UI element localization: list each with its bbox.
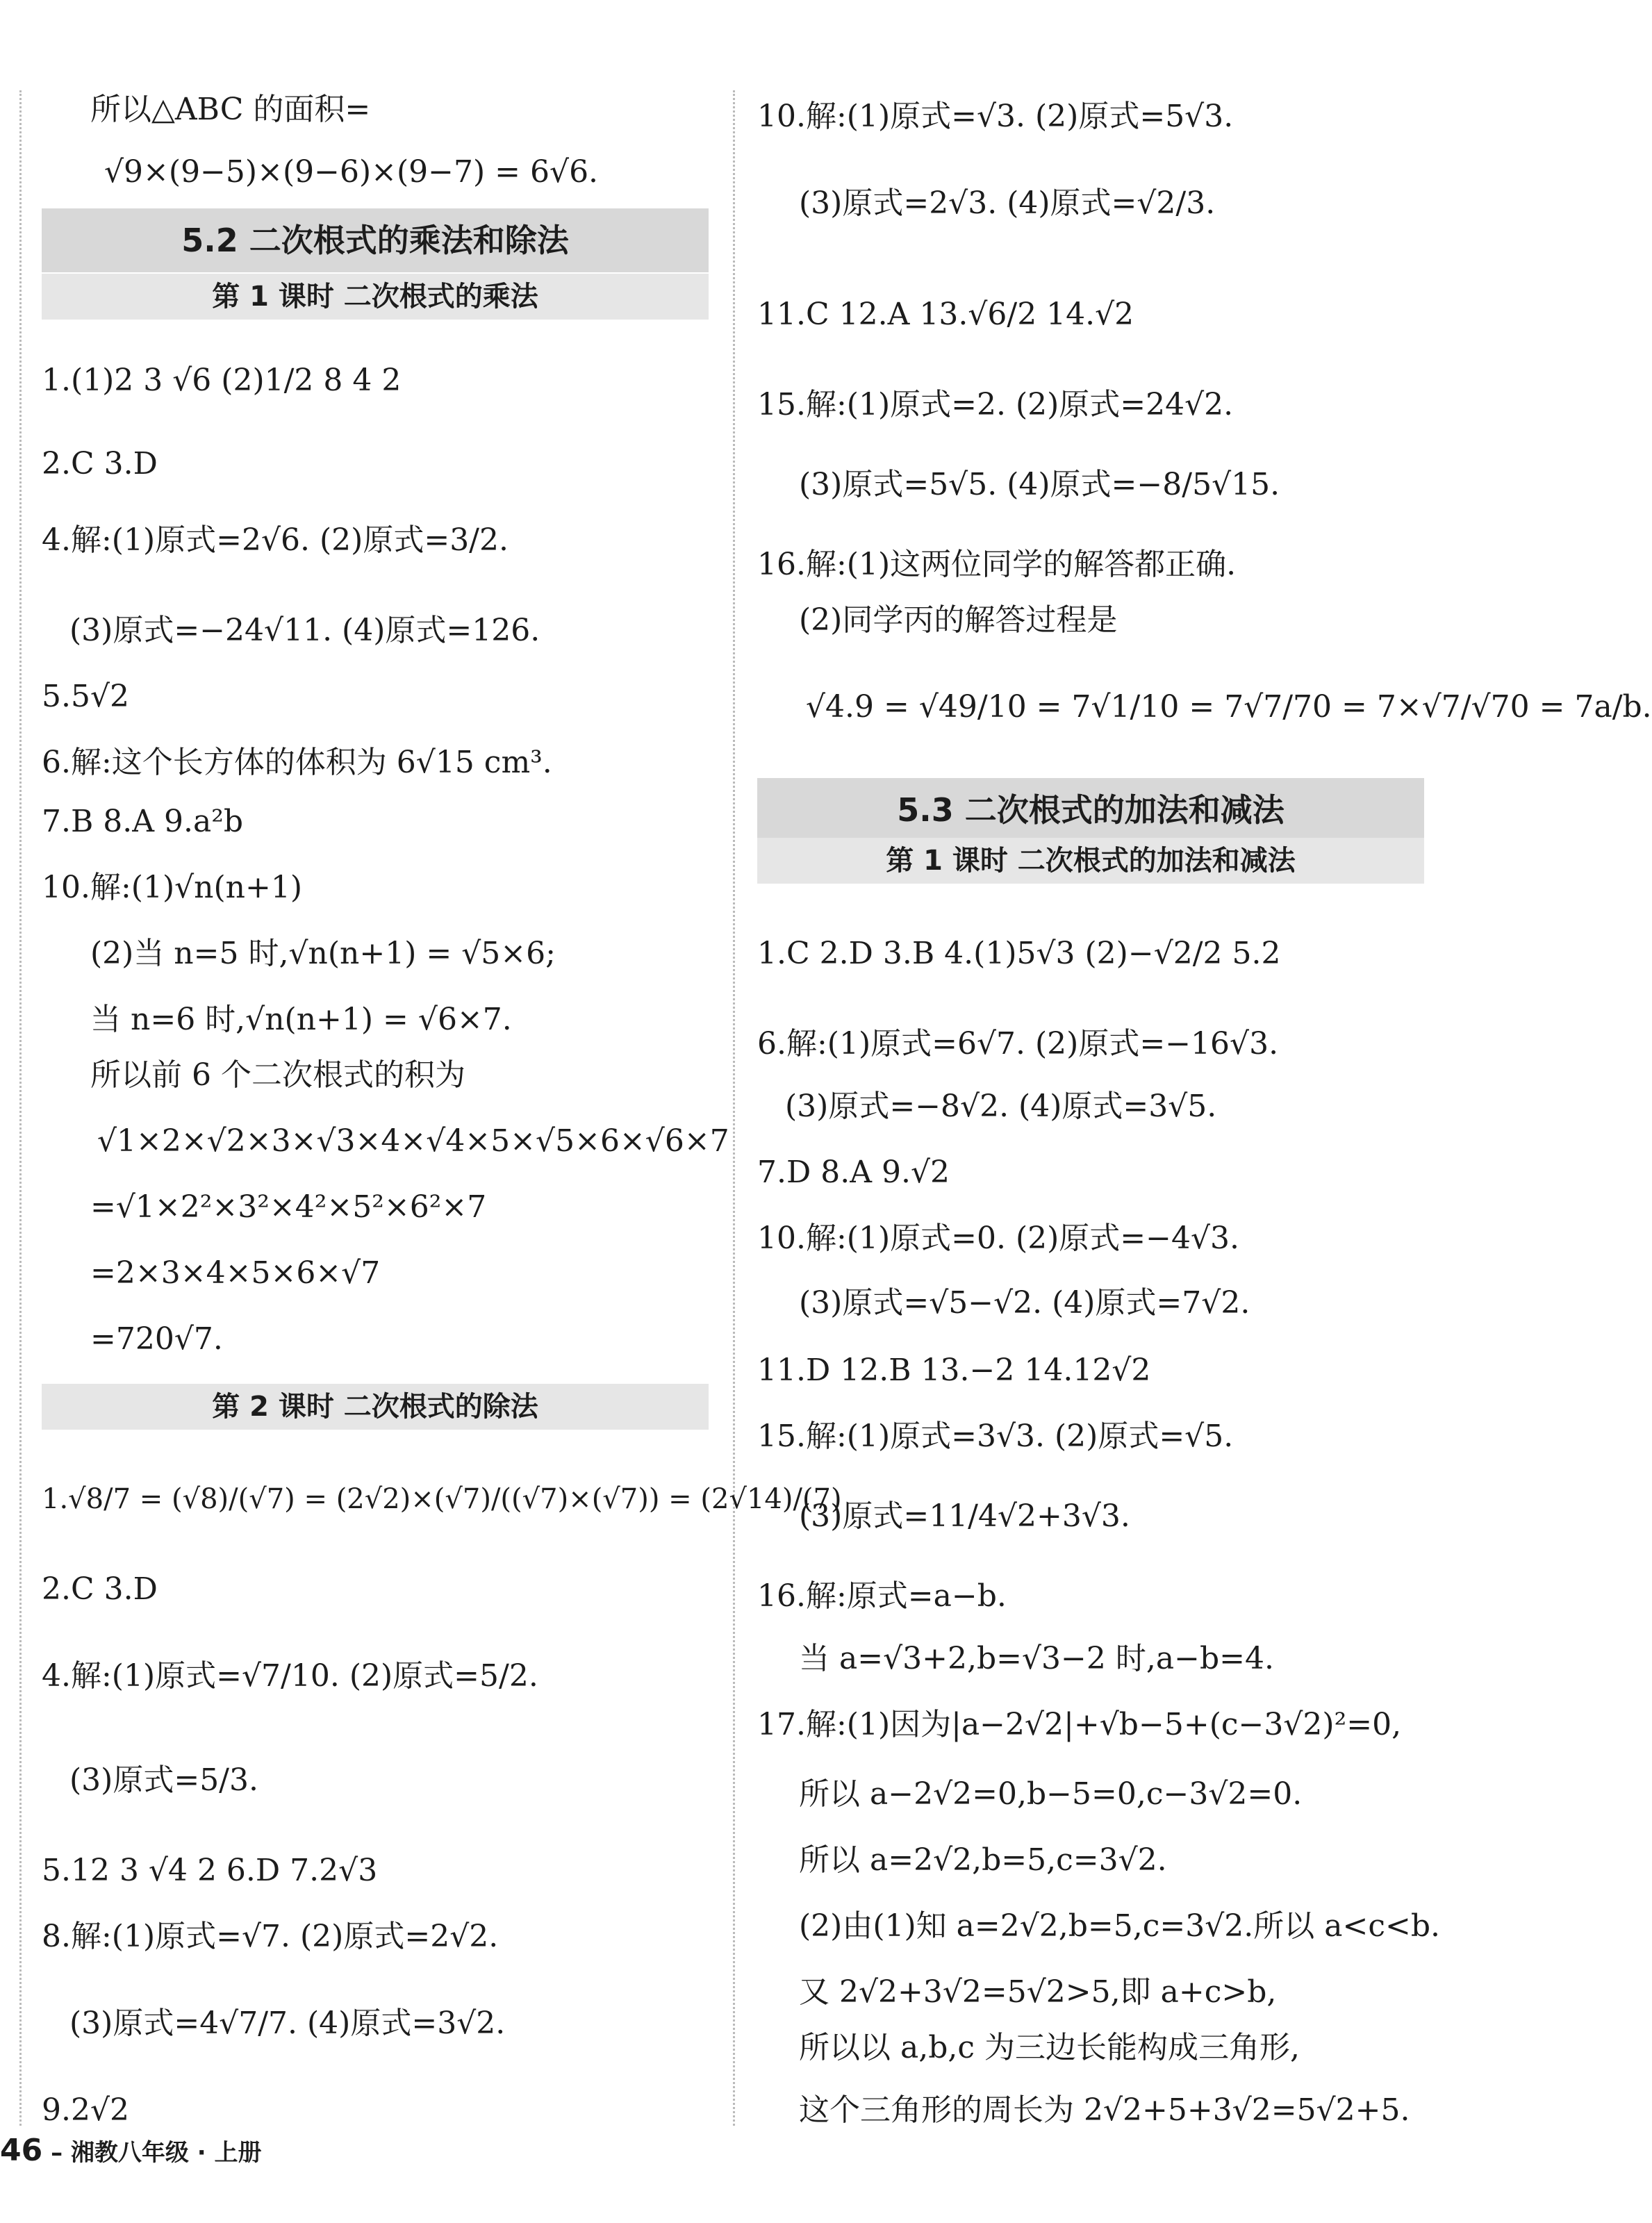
answer-line: 10.解:(1)原式=√3. (2)原式=5√3. <box>757 99 1234 134</box>
answer-line: (3)原式=5/3. <box>69 1762 258 1798</box>
answer-line: =√1×2²×3²×4²×5²×6²×7 <box>90 1189 487 1225</box>
section-heading-5-2: 5.2 二次根式的乘法和除法 <box>42 208 709 272</box>
answer-line: (2)同学丙的解答过程是 <box>799 602 1118 638</box>
column-divider <box>733 90 735 2126</box>
answer-line: 16.解:(1)这两位同学的解答都正确. <box>757 547 1237 582</box>
answer-line: 11.C 12.A 13.√6/2 14.√2 <box>757 297 1134 332</box>
page-footer <box>0 2133 262 2168</box>
lesson-heading: 第 1 课时 二次根式的加法和减法 <box>757 838 1424 884</box>
answer-line: 16.解:原式=a−b. <box>757 1578 1007 1614</box>
answer-line: 7.B 8.A 9.a²b <box>42 804 244 839</box>
answer-line: 当 n=6 时,√n(n+1) = √6×7. <box>90 1002 512 1037</box>
footer-dash: – <box>51 2139 63 2167</box>
answer-line: =720√7. <box>90 1321 223 1357</box>
answer-line: √1×2×√2×3×√3×4×√4×5×√5×6×√6×7 <box>97 1123 729 1159</box>
answer-line: (3)原式=11/4√2+3√3. <box>799 1498 1130 1534</box>
answer-line: 15.解:(1)原式=2. (2)原式=24√2. <box>757 387 1234 422</box>
answer-line: 4.解:(1)原式=2√6. (2)原式=3/2. <box>42 522 509 558</box>
answer-line: √9×(9−5)×(9−6)×(9−7) = 6√6. <box>104 154 599 190</box>
answer-line: 这个三角形的周长为 2√2+5+3√2=5√2+5. <box>799 2092 1410 2128</box>
page-number: 46 <box>0 2133 43 2168</box>
answer-line: =2×3×4×5×6×√7 <box>90 1255 381 1291</box>
answer-line: (3)原式=2√3. (4)原式=√2/3. <box>799 185 1216 221</box>
answer-line: 17.解:(1)因为|a−2√2|+√b−5+(c−3√2)²=0, <box>757 1707 1402 1742</box>
answer-line: 10.解:(1)原式=0. (2)原式=−4√3. <box>757 1221 1240 1256</box>
answer-line: (3)原式=√5−√2. (4)原式=7√2. <box>799 1285 1250 1321</box>
answer-line: 8.解:(1)原式=√7. (2)原式=2√2. <box>42 1919 499 1954</box>
answer-line: 所以以 a,b,c 为三边长能构成三角形, <box>799 2030 1300 2065</box>
answer-line: 11.D 12.B 13.−2 14.12√2 <box>757 1353 1151 1388</box>
answer-line: 15.解:(1)原式=3√3. (2)原式=√5. <box>757 1419 1234 1454</box>
lesson-heading: 第 1 课时 二次根式的乘法 <box>42 274 709 320</box>
answer-line: 所以前 6 个二次根式的积为 <box>90 1057 465 1093</box>
answer-line: √4.9 = √49/10 = 7√1/10 = 7√7/70 = 7×√7/√70 = 7a/b. <box>806 689 1652 725</box>
answer-line: 又 2√2+3√2=5√2>5,即 a+c>b, <box>799 1974 1277 2010</box>
answer-line: (3)原式=−24√11. (4)原式=126. <box>69 613 540 648</box>
answer-line: 9.2√2 <box>42 2092 130 2128</box>
answer-line: 6.解:这个长方体的体积为 6√15 cm³. <box>42 745 552 780</box>
answer-line: 1.√8/7 = (√8)/(√7) = (2√2)×(√7)/((√7)×(√7)) = (2√14)/(7) <box>42 1483 842 1515</box>
answer-line: (3)原式=−8√2. (4)原式=3√5. <box>785 1089 1217 1124</box>
book-title: 湘教八年级 · 上册 <box>70 2139 262 2167</box>
answer-line: 所以△ABC 的面积= <box>90 92 371 127</box>
answer-line: (3)原式=5√5. (4)原式=−8/5√15. <box>799 467 1280 502</box>
answer-line: 1.(1)2 3 √6 (2)1/2 8 4 2 <box>42 363 402 398</box>
answer-line: 5.12 3 √4 2 6.D 7.2√3 <box>42 1853 378 1888</box>
answer-line: 所以 a−2√2=0,b−5=0,c−3√2=0. <box>799 1776 1303 1812</box>
answer-line: (2)当 n=5 时,√n(n+1) = √5×6; <box>90 936 556 971</box>
answer-line: 1.C 2.D 3.B 4.(1)5√3 (2)−√2/2 5.2 <box>757 936 1281 971</box>
answer-line: 5.5√2 <box>42 679 130 714</box>
answer-line: 当 a=√3+2,b=√3−2 时,a−b=4. <box>799 1641 1274 1676</box>
answer-line: 2.C 3.D <box>42 1571 158 1607</box>
section-heading-5-3: 5.3 二次根式的加法和减法 <box>757 778 1424 842</box>
answer-line: 6.解:(1)原式=6√7. (2)原式=−16√3. <box>757 1026 1279 1061</box>
answer-line: (2)由(1)知 a=2√2,b=5,c=3√2.所以 a<c<b. <box>799 1908 1441 1944</box>
answer-line: 7.D 8.A 9.√2 <box>757 1155 950 1190</box>
answer-line: 4.解:(1)原式=√7/10. (2)原式=5/2. <box>42 1658 538 1694</box>
lesson-heading: 第 2 课时 二次根式的除法 <box>42 1384 709 1430</box>
answer-line: 所以 a=2√2,b=5,c=3√2. <box>799 1842 1167 1878</box>
left-margin-rule <box>19 90 22 2126</box>
answer-line: 2.C 3.D <box>42 446 158 481</box>
answer-line: 10.解:(1)√n(n+1) <box>42 870 303 905</box>
answer-line: (3)原式=4√7/7. (4)原式=3√2. <box>69 2006 506 2041</box>
